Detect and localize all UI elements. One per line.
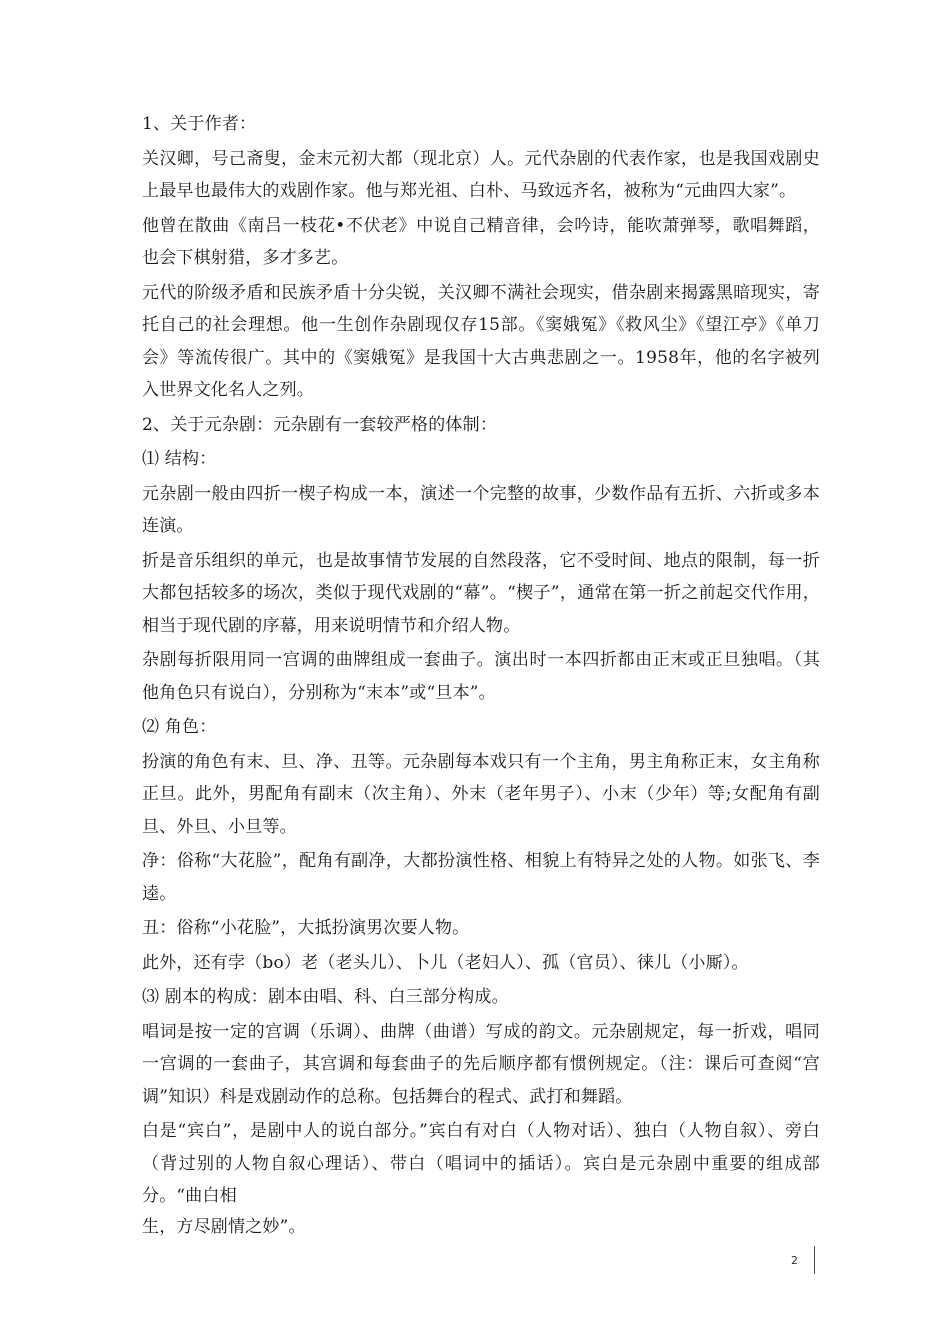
heading-about-zaju: 2、关于元杂剧：元杂剧有一套较严格的体制： xyxy=(142,414,498,435)
paragraph-structure-1: 元杂剧一般由四折一楔子构成一本，演述一个完整的故事，少数作品有五折、六折或多本连演。 xyxy=(142,483,820,536)
paragraph-roles-1: 扮演的角色有末、旦、净、丑等。元杂剧每本戏只有一个主角，男主角称正末，女主角称正旦。此外，男配角有副末（次主角）、外末（老年男子）、小末（少年）等;女配角有副旦、外旦、小旦等。 xyxy=(142,751,820,837)
subheading-roles: ⑵ 角色： xyxy=(142,717,217,737)
paragraph-roles-chou: 丑：俗称“小花脸”，大抵扮演男次要人物。 xyxy=(142,918,470,938)
page-number-divider xyxy=(814,1246,815,1274)
paragraph-roles-jing: 净：俗称“大花脸”，配角有副净，大都扮演性格、相貌上有特异之处的人物。如张飞、李逵。 xyxy=(142,851,820,904)
subheading-structure: ⑴ 结构： xyxy=(142,449,217,469)
paragraph-structure-2: 折是音乐组织的单元，也是故事情节发展的自然段落，它不受时间、地点的限制，每一折大都包括较多的场次，类似于现代戏剧的“幕”。“楔子”，通常在第一折之前起交代作用，相当于现代剧的序幕，用来说明情节和介绍人物。 xyxy=(142,550,820,636)
paragraph-script-binbai: 白是“宾白”，是剧中人的说白部分。”宾白有对白（人物对话）、独白（人物自叙）、旁白（背过别的人物自叙心理话）、带白（唱词中的插话）。宾白是元杂剧中重要的组成部分。“曲白相 xyxy=(142,1121,820,1206)
paragraph-roles-others: 此外，还有孛（bo）老（老头儿）、卜儿（老妇人）、孤（官员）、徕儿（小厮）。 xyxy=(142,952,749,973)
subheading-script: ⑶ 剧本的构成：剧本由唱、科、白三部分构成。 xyxy=(142,987,509,1007)
paragraph-script-ending: 生，方尽剧情之妙”。 xyxy=(142,1216,306,1237)
document-body xyxy=(142,108,820,1241)
paragraph-author-works: 元代的阶级矛盾和民族矛盾十分尖锐，关汉卿不满社会现实，借杂剧来揭露黑暗现实，寄托自己的社会理想。他一生创作杂剧现仅存15部。《窦娥冤》《救风尘》《望江亭》《单刀会》等流传很广。其中的《窦娥冤》是我国十大古典悲剧之一。1958年，他的名字被列入世界文化名人之列。 xyxy=(142,282,820,400)
paragraph-author-intro: 关汉卿，号己斋叟，金末元初大都（现北京）人。元代杂剧的代表作家，也是我国戏剧史上最早也最伟大的戏剧作家。他与郑光祖、白朴、马致远齐名，被称为“元曲四大家”。 xyxy=(142,148,820,201)
page-number: 2 xyxy=(791,1254,798,1267)
paragraph-author-talents: 他曾在散曲《南吕一枝花•不伏老》中说自己精音律，会吟诗，能吹萧弹琴，歌唱舞蹈，也会下棋射猎，多才多艺。 xyxy=(142,215,820,268)
paragraph-script-singing: 唱词是按一定的宫调（乐调）、曲牌（曲谱）写成的韵文。元杂剧规定，每一折戏，唱同一宫调的一套曲子，其宫调和每套曲子的先后顺序都有惯例规定。（注：课后可查阅“宫调”知识）科是戏剧动作的总称。包括舞台的程式、武打和舞蹈。 xyxy=(142,1021,820,1107)
heading-about-author: 1、关于作者： xyxy=(142,114,257,134)
paragraph-structure-3: 杂剧每折限用同一宫调的曲牌组成一套曲子。演出时一本四折都由正末或正旦独唱。（其他角色只有说白），分别称为“末本”或“旦本”。 xyxy=(142,650,820,703)
